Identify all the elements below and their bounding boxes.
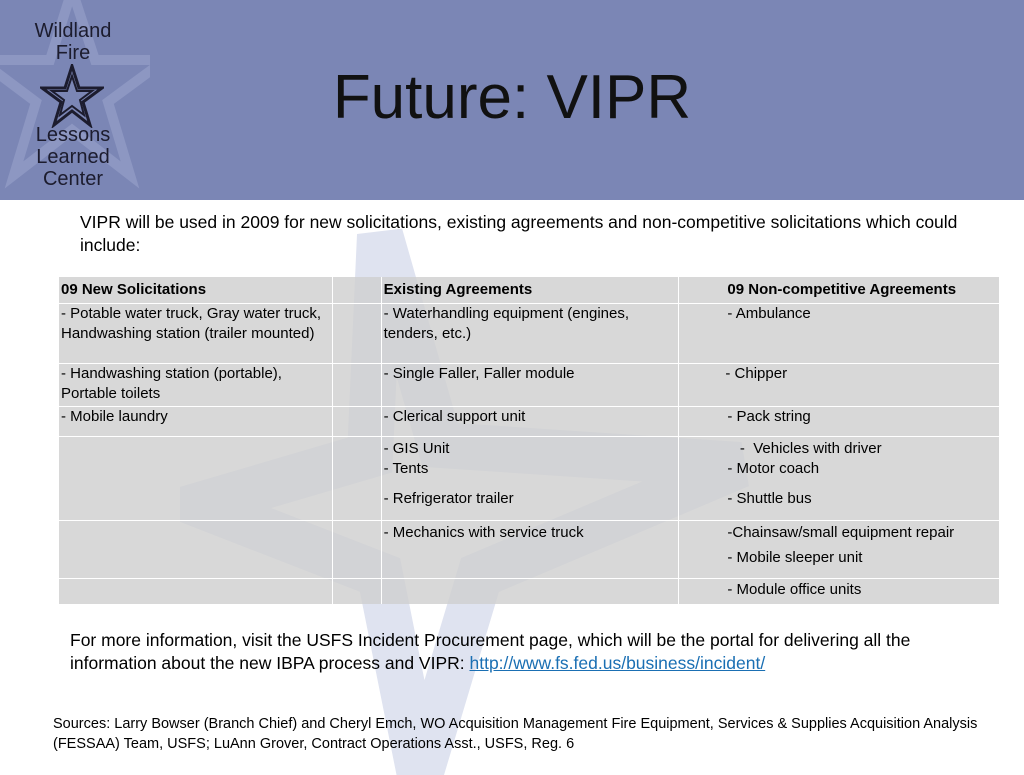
table-cell: - Clerical support unit (381, 407, 679, 437)
header-banner (0, 0, 1024, 200)
page-title: Future: VIPR (332, 63, 692, 132)
more-info-paragraph (70, 629, 1000, 675)
table-cell: - Potable water truck, Gray water truck, Handwashing station (trailer mounted) (59, 304, 332, 364)
incident-procurement-link[interactable]: http://www.fs.fed.us/business/incident/ (469, 653, 766, 673)
table-cell: - Mechanics with service truck (381, 521, 679, 579)
table-cell: - Module office units (679, 579, 999, 604)
table-header-cell: Existing Agreements (381, 277, 679, 304)
table-cell-line: - Tents (383, 460, 429, 477)
table-cell: - Handwashing station (portable), Portable toilets (59, 364, 332, 407)
table-cell-line: - Refrigerator trailer (383, 490, 514, 507)
table-cell: - Chipper (679, 364, 999, 407)
table-cell-line: -Chainsaw/small equipment repair (727, 524, 955, 541)
table-cell (679, 437, 999, 521)
table-header-cell: 09 Non-competitive Agreements (679, 277, 999, 304)
table-row (59, 521, 999, 579)
table-row (59, 437, 999, 521)
table-cell-line: - Motor coach (727, 460, 820, 477)
logo-text-line: Wildland (34, 20, 112, 42)
more-info-text: For more information, visit the USFS Incident Procurement page, which will be the portal for delivering all the information about the new IBPA process and VIPR: (70, 630, 911, 673)
table-cell-line: - GIS Unit (383, 440, 450, 457)
logo-text-line: Learned (36, 146, 110, 168)
table-row (59, 364, 999, 407)
table-header-row (59, 277, 999, 304)
table-cell: - Mobile laundry (59, 407, 332, 437)
logo-text-line: Lessons (35, 124, 111, 146)
table-cell: - Waterhandling equipment (engines, tenders, etc.) (381, 304, 679, 364)
table-cell-line: - Shuttle bus (727, 490, 812, 507)
table-row (59, 579, 999, 604)
table-cell (59, 579, 332, 604)
logo-text-line: Fire (55, 42, 91, 64)
sources-note: Sources: Larry Bowser (Branch Chief) and Cheryl Emch, WO Acquisition Management Fire Equipment, Services & Supplies Acquisition Analysis (FESSAA) Team, USFS; LuAnn Grover, Contract Operations Asst., USFS, Reg. 6 (53, 716, 978, 752)
table-cell (679, 521, 999, 579)
table-cell-line: - Vehicles with driver (727, 440, 882, 457)
table-cell: - Single Faller, Faller module (381, 364, 679, 407)
table-cell: - Ambulance (679, 304, 999, 364)
table-cell (381, 579, 679, 604)
table-cell: - Pack string (679, 407, 999, 437)
table-cell (59, 521, 332, 579)
table-row (59, 407, 999, 437)
table-header-cell: 09 New Solicitations (59, 277, 332, 304)
logo-text-line: Center (42, 168, 104, 190)
table-cell (59, 437, 332, 521)
services-table (59, 277, 999, 604)
table-row (59, 304, 999, 364)
intro-paragraph: VIPR will be used in 2009 for new solicitations, existing agreements and non-competitive solicitations which could include: (80, 212, 958, 255)
table-cell (381, 437, 679, 521)
table-cell-line: - Mobile sleeper unit (727, 549, 863, 566)
